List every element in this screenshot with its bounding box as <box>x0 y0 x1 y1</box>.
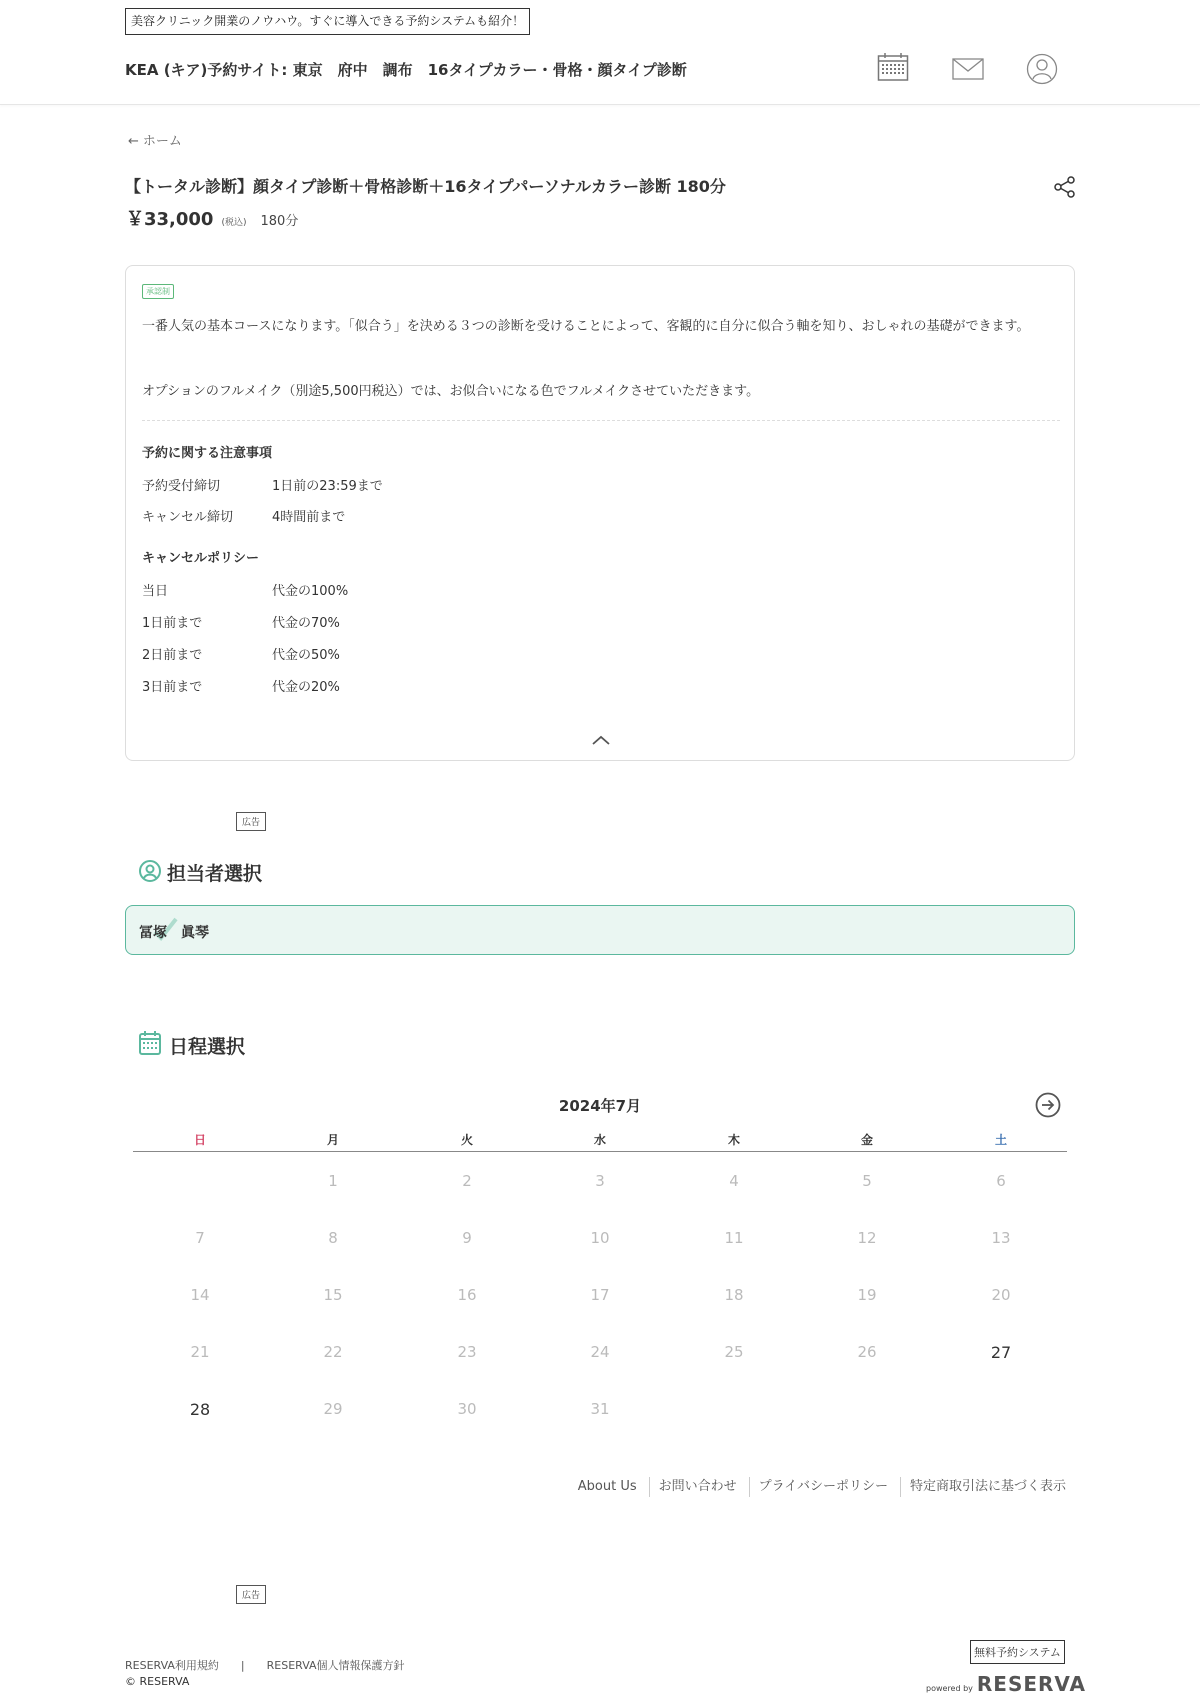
divider <box>749 1477 750 1497</box>
calendar-day: 15 <box>323 1286 343 1304</box>
calendar-icon[interactable] <box>877 52 909 86</box>
calendar-day: 29 <box>323 1400 343 1418</box>
divider <box>649 1477 650 1497</box>
calendar-day: 13 <box>991 1229 1011 1247</box>
note-value: 1日前の23:59まで <box>272 479 383 494</box>
calendar-icon <box>139 1031 161 1059</box>
calendar-day: 1 <box>328 1172 338 1190</box>
note-label: 予約受付締切 <box>142 479 221 494</box>
mail-icon[interactable] <box>952 58 984 84</box>
weekday-header: 日 <box>193 1133 206 1147</box>
reserva-terms-link[interactable]: RESERVA利用規約 <box>125 1659 219 1672</box>
calendar-day: 31 <box>590 1400 610 1418</box>
policy-value: 代金の70% <box>272 616 340 631</box>
site-title[interactable]: KEA (キア)予約サイト: 東京 府中 調布 16タイプカラー・骨格・顔タイプ診断 <box>125 61 687 79</box>
calendar-day: 6 <box>996 1172 1006 1190</box>
weekday-header: 木 <box>727 1133 740 1147</box>
ad-banner[interactable]: 美容クリニック開業のノウハウ。すぐに導入できる予約システムも紹介！ <box>125 8 530 35</box>
chevron-up-icon[interactable] <box>591 731 611 750</box>
calendar-day: 12 <box>857 1229 877 1247</box>
free-system-badge[interactable]: 無料予約システム <box>970 1640 1065 1664</box>
policy-label: 1日前まで <box>142 616 203 631</box>
calendar-day: 4 <box>729 1172 739 1190</box>
policy-value: 代金の100% <box>272 584 349 599</box>
calendar-day: 2 <box>462 1172 472 1190</box>
staff-option-selected[interactable] <box>125 905 1075 955</box>
breadcrumb[interactable] <box>128 130 182 149</box>
calendar-day: 22 <box>323 1343 343 1361</box>
divider <box>900 1477 901 1497</box>
arrow-left-icon: ← <box>128 134 139 149</box>
calendar-day: 30 <box>457 1400 477 1418</box>
staff-heading: 担当者選択 <box>167 863 263 885</box>
option-description: オプションのフルメイク（別途5,500円税込）では、お似合いになる色でフルメイクさせていただきます。 <box>142 384 760 399</box>
separator: | <box>240 1659 245 1672</box>
calendar-month: 2024年7月 <box>558 1097 642 1115</box>
footer-link-contact[interactable]: お問い合わせ <box>658 1479 737 1494</box>
calendar-day: 17 <box>590 1286 610 1304</box>
calendar-day: 25 <box>724 1343 744 1361</box>
powered-by[interactable] <box>926 1672 1086 1696</box>
price-row <box>126 205 298 231</box>
calendar-day-available[interactable]: 27 <box>990 1343 1012 1362</box>
footer-link-tokushoho[interactable]: 特定商取引法に基づく表示 <box>909 1479 1066 1494</box>
calendar-day: 18 <box>724 1286 744 1304</box>
share-icon[interactable] <box>1054 176 1076 202</box>
notes-heading: 予約に関する注意事項 <box>142 446 273 461</box>
reserva-links <box>125 1657 405 1673</box>
calendar-day: 10 <box>590 1229 610 1247</box>
weekday-header: 金 <box>860 1133 873 1147</box>
note-value: 4時間前まで <box>272 510 346 525</box>
footer-link-privacy[interactable]: プライバシーポリシー <box>758 1479 888 1494</box>
policy-label: 3日前まで <box>142 680 203 695</box>
calendar-day-available[interactable]: 28 <box>189 1400 211 1419</box>
reserva-privacy-link[interactable]: RESERVA個人情報保護方針 <box>266 1659 405 1672</box>
course-price: ￥33,000 <box>126 209 214 230</box>
calendar-day: 11 <box>724 1229 744 1247</box>
ad-label: 広告 <box>236 1585 266 1604</box>
calendar-day: 19 <box>857 1286 877 1304</box>
weekday-header: 水 <box>593 1133 606 1147</box>
calendar-day: 9 <box>462 1229 472 1247</box>
course-title: 【トータル診断】顔タイプ診断＋骨格診断＋16タイプパーソナルカラー診断 180分 <box>125 177 726 196</box>
site-header <box>0 0 1200 105</box>
footer-link-about[interactable]: About Us <box>577 1479 637 1494</box>
copyright: © RESERVA <box>125 1675 190 1688</box>
footer-links <box>578 1475 1066 1497</box>
calendar-day: 24 <box>590 1343 610 1361</box>
policy-value: 代金の20% <box>272 680 340 695</box>
note-label: キャンセル締切 <box>142 510 234 525</box>
user-icon[interactable] <box>1026 53 1058 89</box>
ad-label: 広告 <box>236 812 266 831</box>
divider <box>142 420 1060 421</box>
tax-note: (税込) <box>221 218 247 228</box>
course-description: 一番人気の基本コースになります。「似合う」を決める３つの診断を受けることによって、客観的に自分に似合う軸を知り、おしゃれの基礎ができます。 <box>142 319 1030 334</box>
calendar-day: 16 <box>457 1286 477 1304</box>
calendar-day: 20 <box>991 1286 1011 1304</box>
reserva-logo: RESERVA <box>976 1672 1087 1696</box>
weekday-header: 月 <box>326 1133 339 1147</box>
calendar-day: 8 <box>328 1229 338 1247</box>
approval-badge: 承認制 <box>142 284 174 299</box>
policy-value: 代金の50% <box>272 648 340 663</box>
calendar-day: 26 <box>857 1343 877 1361</box>
staff-name: 冨塚 眞琴 <box>139 925 209 941</box>
weekday-header: 土 <box>994 1133 1007 1147</box>
person-icon <box>139 860 161 886</box>
weekday-header: 火 <box>460 1133 473 1147</box>
course-detail-card <box>125 265 1075 761</box>
powered-by-text: powered by <box>926 1684 973 1693</box>
calendar-header-line <box>133 1151 1067 1152</box>
calendar-day: 14 <box>190 1286 210 1304</box>
policy-heading: キャンセルポリシー <box>142 551 260 566</box>
schedule-heading: 日程選択 <box>169 1036 246 1058</box>
calendar-day: 23 <box>457 1343 477 1361</box>
policy-label: 当日 <box>142 584 169 599</box>
calendar-day: 21 <box>190 1343 210 1361</box>
calendar-day: 7 <box>195 1229 205 1247</box>
calendar-day: 5 <box>862 1172 872 1190</box>
breadcrumb-home[interactable]: ホーム <box>142 134 182 149</box>
next-month-icon[interactable] <box>1035 1092 1061 1122</box>
calendar-day: 3 <box>595 1172 605 1190</box>
course-duration: 180分 <box>260 214 299 229</box>
policy-label: 2日前まで <box>142 648 203 663</box>
